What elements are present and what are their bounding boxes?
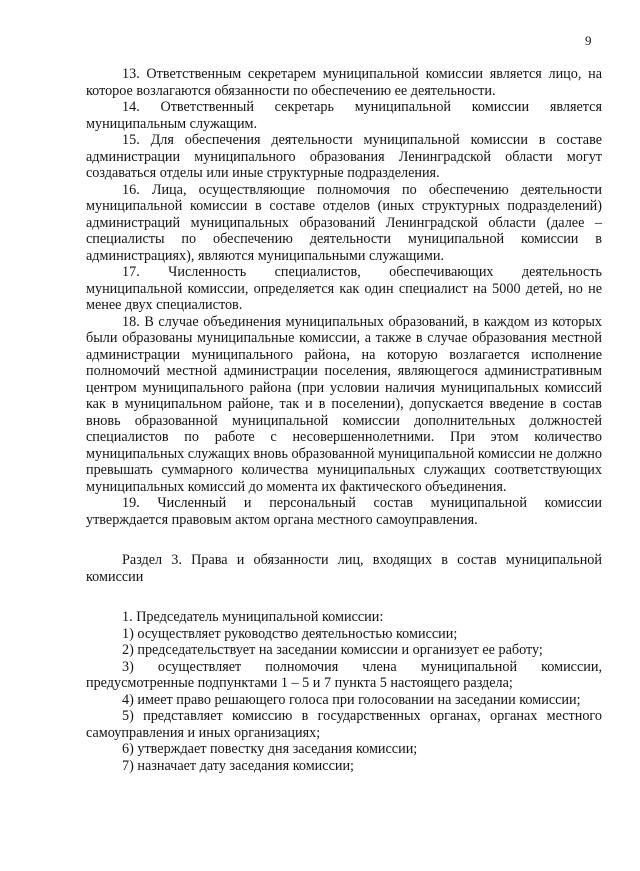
list-item: 3) осуществляет полномочия члена муниципальной комиссии, предусмотренные подпунктами 1 – 5 и 7 пункта 5 настоящего раздела; bbox=[86, 658, 602, 691]
paragraph-15: 15. Для обеспечения деятельности муниципальной комиссии в составе администрации муниципального образования Ленинградской области могут создаваться отделы или иные структурные подразделения. bbox=[86, 132, 602, 181]
list-item: 5) представляет комиссию в государственных органах, органах местного самоуправления и иных организациях; bbox=[86, 708, 602, 741]
section-heading: Раздел 3. Права и обязанности лиц, входящих в состав муниципальной комиссии bbox=[86, 552, 602, 585]
paragraph-18: 18. В случае объединения муниципальных образований, в каждом из которых были образованы муниципальные комиссии, а также в случае образования местной администрации муниципального района, на которую возлагается исполнение полномочий местной администрации поселения, являющегося административным центром муниципального района (при условии наличия муниципальных комиссий как в муниципальном районе, так и в поселении), допускается введение в состав вновь образованной муниципальной комиссии дополнительных должностей специалистов по работе с несовершеннолетними. При этом количество муниципальных служащих вновь образованной муниципальной комиссии не должно превышать суммарного количества муниципальных служащих соответствующих муниципальных комиссий до момента их фактического объединения. bbox=[86, 313, 602, 495]
chairman-duties-list bbox=[86, 609, 602, 774]
page-number: 9 bbox=[585, 33, 592, 48]
paragraph-14: 14. Ответственный секретарь муниципальной комиссии является муниципальным служащим. bbox=[86, 99, 602, 132]
paragraph-19: 19. Численный и персональный состав муниципальной комиссии утверждается правовым актом органа местного самоуправления. bbox=[86, 495, 602, 528]
paragraph-16: 16. Лица, осуществляющие полномочия по обеспечению деятельности муниципальной комиссии в составе отделов (иных структурных подразделений) администраций муниципальных образований Ленинградской области (далее – специалисты по обеспечению деятельности муниципальной комиссии в администрациях), являются муниципальными служащими. bbox=[86, 181, 602, 264]
list-item: 2) председательствует на заседании комиссии и организует ее работу; bbox=[122, 642, 543, 658]
list-item: 7) назначает дату заседания комиссии; bbox=[122, 757, 354, 774]
document-body bbox=[86, 66, 602, 774]
list-item: 1) осуществляет руководство деятельностью комиссии; bbox=[122, 625, 458, 642]
list-item: 4) имеет право решающего голоса при голосовании на заседании комиссии; bbox=[122, 691, 581, 708]
paragraph-13: 13. Ответственным секретарем муниципальной комиссии является лицо, на которое возлагаются обязанности по обеспечению ее деятельности. bbox=[86, 66, 602, 99]
list-item: 1. Председатель муниципальной комиссии: bbox=[122, 609, 384, 625]
paragraph-17: 17. Численность специалистов, обеспечивающих деятельность муниципальной комиссии, определяется как один специалист на 5000 детей, но не менее двух специалистов. bbox=[86, 264, 602, 313]
list-item: 6) утверждает повестку дня заседания комиссии; bbox=[122, 741, 418, 757]
